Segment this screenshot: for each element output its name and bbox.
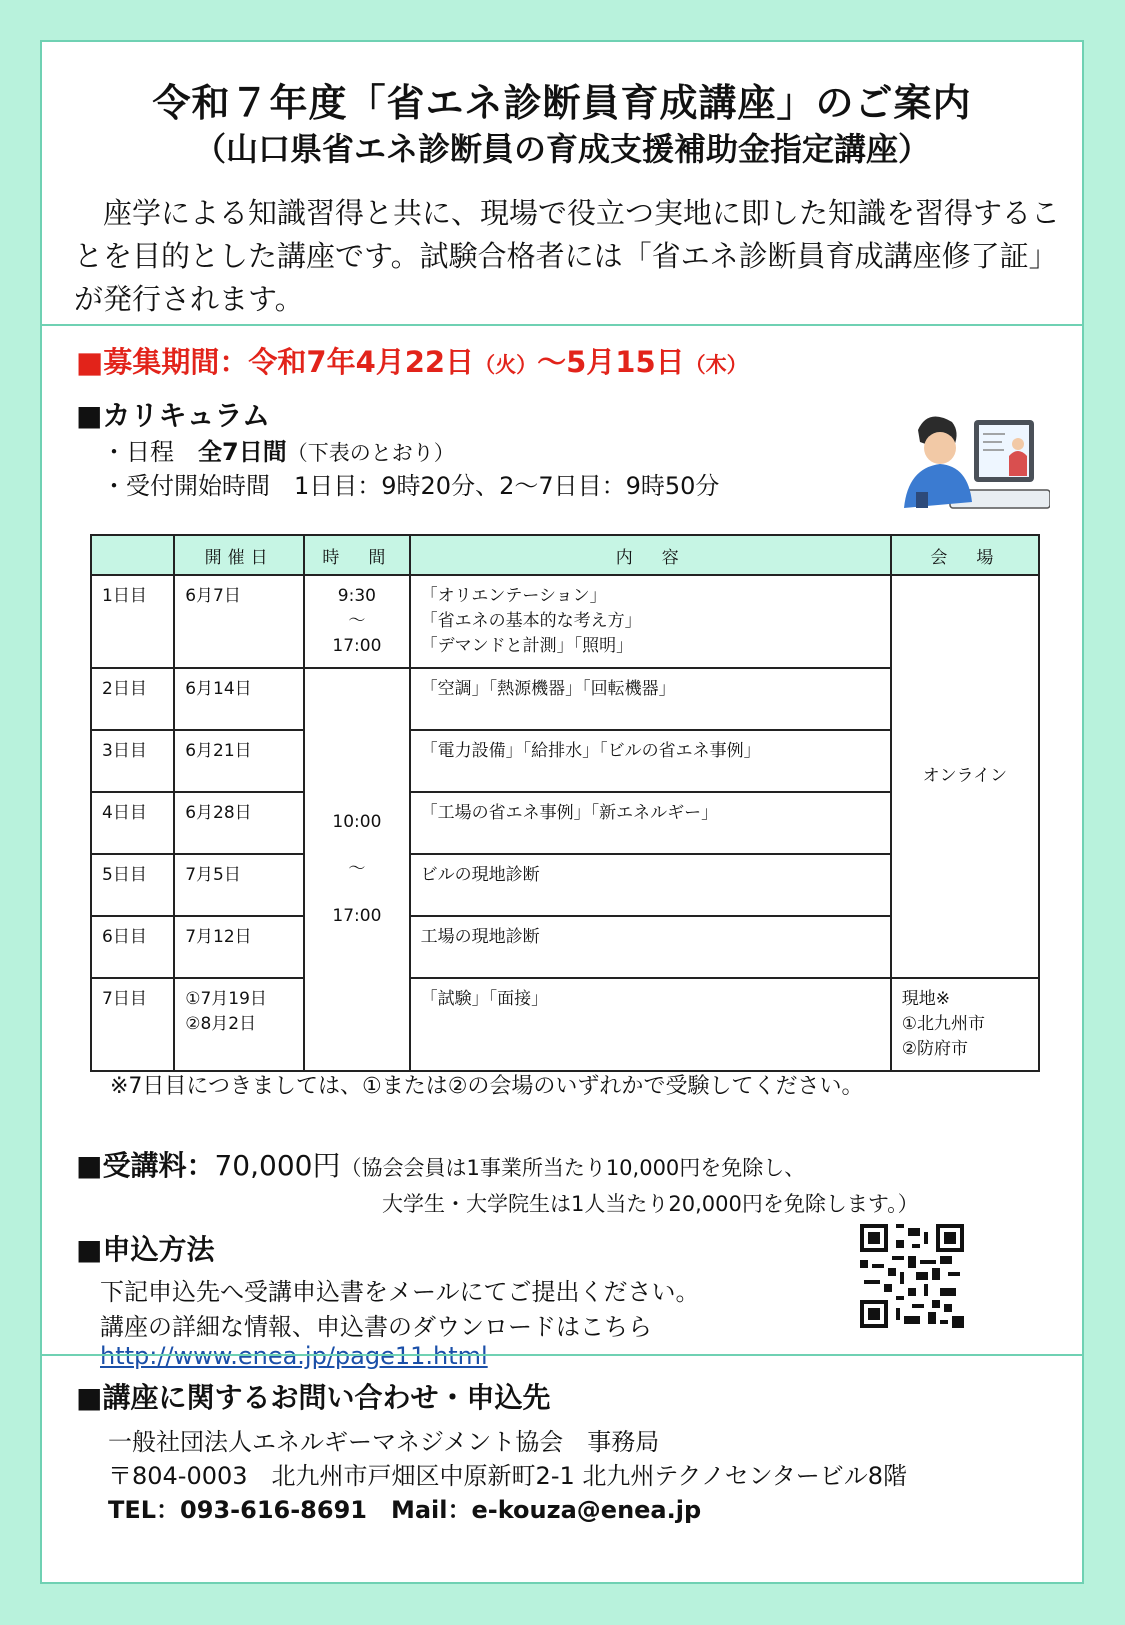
section-divider xyxy=(42,324,1082,326)
content-cell: 「オリエンテーション」 「省エネの基本的な考え方」 「デマンドと計測」「照明」 xyxy=(410,575,891,668)
content-cell: ビルの現地診断 xyxy=(410,854,891,916)
content-cell: 「工場の省エネ事例」「新エネルギー」 xyxy=(410,792,891,854)
content-cell: 「電力設備」「給排水」「ビルの省エネ事例」 xyxy=(410,730,891,792)
fee-note-2: 大学生・大学院生は1人当たり20,000円を免除します。） xyxy=(382,1192,919,1216)
date-cell: 6月7日 xyxy=(174,575,304,668)
apply-line-2: 講座の詳細な情報、申込書のダウンロードはこちら xyxy=(100,1313,652,1341)
date-cell: 6月28日 xyxy=(174,792,304,854)
day-cell: 7日目 xyxy=(91,978,174,1071)
online-study-illustration xyxy=(890,404,1050,516)
exam-note: ※7日目につきましては、①または②の会場のいずれかで受験してください。 xyxy=(110,1074,864,1099)
day-cell: 4日目 xyxy=(91,792,174,854)
contact-org: 一般社団法人エネルギーマネジメント協会 事務局 xyxy=(108,1428,660,1456)
table-header: 時 間 xyxy=(304,535,410,575)
content-cell: 「試験」「面接」 xyxy=(410,978,891,1071)
curriculum-heading: ■カリキュラム xyxy=(76,399,271,432)
reception-time: ・受付開始時間 1日目：9時20分、2～7日目：9時50分 xyxy=(102,472,720,500)
table-row xyxy=(91,978,1039,1071)
date-cell: 7月12日 xyxy=(174,916,304,978)
venue-online: オンライン xyxy=(891,575,1039,978)
apply-heading: ■申込方法 xyxy=(76,1233,215,1266)
table-row xyxy=(91,575,1039,668)
day-cell: 3日目 xyxy=(91,730,174,792)
contact-tel-mail: TEL：093-616-8691 Mail：e-kouza@enea.jp xyxy=(108,1496,702,1524)
date-cell: 6月14日 xyxy=(174,668,304,730)
table-header: 内 容 xyxy=(410,535,891,575)
contact-address: 〒804-0003 北九州市戸畑区中原新町2-1 北九州テクノセンタービル8階 xyxy=(108,1462,908,1490)
day-cell: 1日目 xyxy=(91,575,174,668)
content-cell: 工場の現地診断 xyxy=(410,916,891,978)
schedule-line: ・日程 全7日間（下表のとおり） xyxy=(102,438,455,466)
apply-url-link[interactable]: http://www.enea.jp/page11.html xyxy=(100,1342,488,1370)
day-cell: 5日目 xyxy=(91,854,174,916)
table-header xyxy=(91,535,174,575)
recruit-period: ■募集期間：令和7年4月22日（火）～5月15日（木） xyxy=(76,345,748,379)
contact-heading: ■講座に関するお問い合わせ・申込先 xyxy=(76,1381,551,1414)
time-cell: 10:00 ～ 17:00 xyxy=(304,668,410,1071)
date-cell: 6月21日 xyxy=(174,730,304,792)
apply-line-1: 下記申込先へ受講申込書をメールにてご提出ください。 xyxy=(100,1278,700,1306)
table-header-row xyxy=(91,535,1039,575)
fee-line: ■受講料：70,000円（協会会員は1事業所当たり10,000円を免除し、 xyxy=(76,1149,806,1182)
table-header: 開催日 xyxy=(174,535,304,575)
time-cell: 9:30 ～ 17:00 xyxy=(304,575,410,668)
date-cell: 7月5日 xyxy=(174,854,304,916)
intro-text: 座学による知識習得と共に、現場で役立つ実地に即した知識を習得することを目的とした講座です。試験合格者には「省エネ診断員育成講座修了証」が発行されます。 xyxy=(74,196,1061,316)
page-subtitle: （山口県省エネ診断員の育成支援補助金指定講座） xyxy=(193,130,930,168)
table-header: 会 場 xyxy=(891,535,1039,575)
section-divider xyxy=(42,1354,1082,1356)
day-cell: 6日目 xyxy=(91,916,174,978)
flyer xyxy=(40,40,1084,1584)
date-cell: ①7月19日 ②8月2日 xyxy=(174,978,304,1071)
content-cell: 「空調」「熱源機器」「回転機器」 xyxy=(410,668,891,730)
venue-onsite: 現地※ ①北九州市 ②防府市 xyxy=(891,978,1039,1071)
day-cell: 2日目 xyxy=(91,668,174,730)
page-title: 令和７年度「省エネ診断員育成講座」のご案内 xyxy=(152,81,972,125)
qr-code-icon[interactable] xyxy=(860,1224,964,1328)
schedule-table xyxy=(90,534,1040,1072)
